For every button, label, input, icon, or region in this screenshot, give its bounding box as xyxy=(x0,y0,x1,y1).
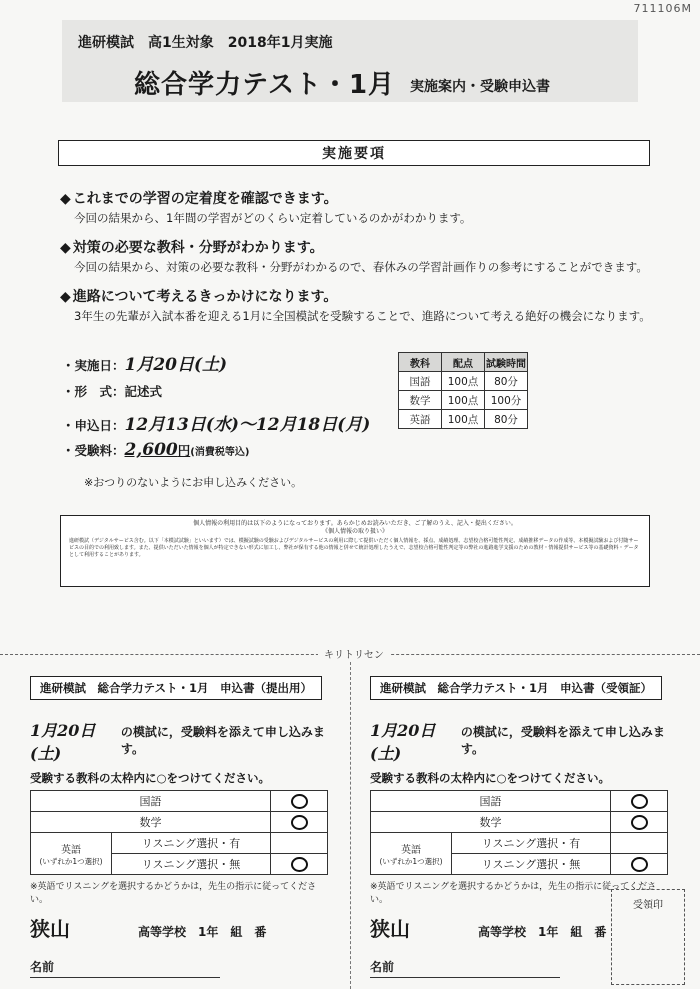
slip-submit xyxy=(30,676,330,978)
circle-mark-icon xyxy=(291,815,308,830)
slip-header: 進研模試 総合学力テスト・1月 申込書（受領証） xyxy=(370,676,662,700)
col-header: 配点 xyxy=(442,353,485,372)
subject-table xyxy=(398,352,528,429)
slip-school-field[interactable]: 狭山 高等学校 1年 組 番 xyxy=(30,917,267,941)
document-title: 総合学力テスト・1月 xyxy=(134,70,396,100)
slip-name-field[interactable]: 名前 xyxy=(370,958,560,978)
fee-note: ※おつりのないようにお申し込みください。 xyxy=(84,476,303,489)
receipt-stamp-box xyxy=(611,889,685,985)
slip-subject-table xyxy=(370,790,668,875)
circle-mark-icon xyxy=(631,857,648,872)
diamond-icon: ◆ xyxy=(60,240,71,256)
table-row: 数学 xyxy=(31,812,328,833)
table-row: 国語 100点 80分 xyxy=(399,372,528,391)
slip-subject-table xyxy=(30,790,328,875)
privacy-title: 個人情報の利用目的は以下のようになっております。あらかじめお読みいただき、ご了解のうえ、記入・提出ください。 xyxy=(193,520,517,527)
privacy-body: 進研模試（デジタルサービス含む。以下「本模試試験」といいます）では、模擬試験の受験およびデジタルサービスの利用に際して提供いただく個人情報を、採点、成績処理、志望校合格可能性判定、成績推移データの作成等、本模擬試験および付随サービスの目的での利用致します。また、提供いただいた情報を個人が特定できない形式に加工し、弊社が保有する他の情報と併せて統計処理したうえで、志望校合格可能性判定等の弊社の進路進学支援のための教材・情報提供サービス等の基礎資料・データとして利用することがあります。 xyxy=(69,538,639,558)
table-row: リスニング選択・無 xyxy=(31,854,328,875)
point-2-desc: 今回の結果から、対策の必要な教科・分野がわかるので、春休みの学習計画作りの参考にすることができます。 xyxy=(74,260,648,274)
table-row: リスニング選択・無 xyxy=(371,854,668,875)
info-apply: ・申込日：12月13日(水)～12月18日(月) xyxy=(62,415,371,435)
point-2: ◆ 対策の必要な教科・分野がわかります。 xyxy=(60,240,324,256)
info-date: ・実施日：1月20日(土) xyxy=(62,355,228,375)
diamond-icon: ◆ xyxy=(60,289,71,305)
slip-name-field[interactable]: 名前 xyxy=(30,958,220,978)
col-header: 試験時間 xyxy=(485,353,528,372)
slip-apply-line: 1月20日(土) の模試に，受験料を添えて申し込みます。 xyxy=(370,721,665,763)
circle-mark-icon xyxy=(631,794,648,809)
listening-no-checkbox[interactable] xyxy=(611,854,668,875)
circle-mark-icon xyxy=(631,815,648,830)
slip-divider xyxy=(350,662,351,989)
col-header: 教科 xyxy=(399,353,442,372)
table-row: 英語 (いずれか1つ選択) リスニング選択・有 xyxy=(371,833,668,854)
point-1: ◆ これまでの学習の定着度を確認できます。 xyxy=(60,191,338,207)
document-code: 711106M xyxy=(633,2,692,15)
kokugo-checkbox[interactable] xyxy=(271,791,328,812)
fee-handwritten: 2,600 xyxy=(124,440,178,460)
table-row: 英語 100点 80分 xyxy=(399,410,528,429)
apply-handwritten: 12月13日(水)～12月18日(月) xyxy=(124,415,371,435)
sugaku-checkbox[interactable] xyxy=(271,812,328,833)
cut-label: キリトリセン xyxy=(318,646,390,661)
point-1-desc: 今回の結果から、1年間の学習がどのくらい定着しているのかがわかります。 xyxy=(74,211,472,225)
listening-no-checkbox[interactable] xyxy=(271,854,328,875)
table-row: 数学 xyxy=(371,812,668,833)
diamond-icon: ◆ xyxy=(60,191,71,207)
sugaku-checkbox[interactable] xyxy=(611,812,668,833)
listening-yes-checkbox[interactable] xyxy=(611,833,668,854)
privacy-subtitle: 《個人情報の取り扱い》 xyxy=(321,528,388,535)
circle-mark-icon xyxy=(291,857,308,872)
info-format: ・形 式：記述式 xyxy=(62,384,163,399)
slip-school-field[interactable]: 狭山 高等学校 1年 組 番 xyxy=(370,917,607,941)
privacy-notice xyxy=(60,515,650,587)
slip-header: 進研模試 総合学力テスト・1月 申込書（提出用） xyxy=(30,676,322,700)
table-row: 国語 xyxy=(371,791,668,812)
table-row: 国語 xyxy=(31,791,328,812)
slip-instruction: 受験する教科の太枠内に○をつけてください。 xyxy=(370,771,611,785)
listening-yes-checkbox[interactable] xyxy=(271,833,328,854)
point-3-desc: 3年生の先輩が入試本番を迎える1月に全国模試を受験することで、進路について考える絶好の機会になります。 xyxy=(74,309,651,323)
header-line: 進研模試 高1生対象 2018年1月実施 xyxy=(78,35,333,51)
stamp-label: 受領印 xyxy=(633,900,663,911)
table-row: 英語 (いずれか1つ選択) リスニング選択・有 xyxy=(31,833,328,854)
date-handwritten: 1月20日(土) xyxy=(124,355,228,375)
point-3: ◆ 進路について考えるきっかけになります。 xyxy=(60,289,338,305)
slip-apply-line: 1月20日(土) の模試に，受験料を添えて申し込みます。 xyxy=(30,721,325,763)
document-subtitle: 実施案内・受験申込書 xyxy=(410,79,550,95)
info-fee: ・受験料：2,600円(消費税等込) xyxy=(62,440,250,460)
slip-note: ※英語でリスニングを選択するかどうかは，先生の指示に従ってください。 xyxy=(30,882,317,905)
table-row: 数学 100点 100分 xyxy=(399,391,528,410)
circle-mark-icon xyxy=(291,794,308,809)
section-heading: 実施要項 xyxy=(58,140,650,166)
slip-instruction: 受験する教科の太枠内に○をつけてください。 xyxy=(30,771,271,785)
kokugo-checkbox[interactable] xyxy=(611,791,668,812)
slip-note: ※英語でリスニングを選択するかどうかは，先生の指示に従ってください。 xyxy=(370,882,657,905)
